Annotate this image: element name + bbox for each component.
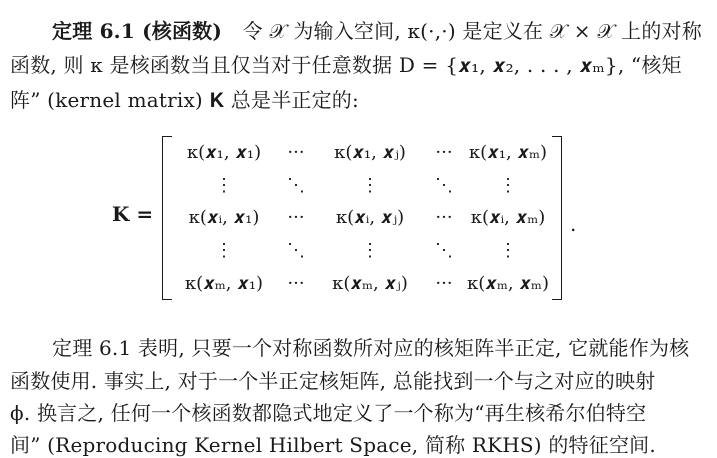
- matrix-grid: [172, 136, 552, 300]
- left-bracket: [162, 136, 172, 300]
- matrix-cell: κ(𝒙ₘ, 𝒙₁): [184, 273, 264, 295]
- matrix-cell: ⋱: [287, 240, 305, 262]
- paragraph-line-2: 函数使用. 事实上, 对于一个半正定核矩阵, 总能找到一个与之对应的映射: [10, 369, 656, 393]
- matrix-cell: ⋱: [435, 240, 453, 262]
- matrix-cell: κ(𝒙₁, 𝒙ₘ): [468, 141, 548, 163]
- matrix-cell: ⋮: [499, 174, 517, 196]
- theorem-line-2: 函数, 则 κ 是核函数当且仅当对于任意数据 D = {𝒙₁, 𝒙₂, . . . , 𝒙ₘ}, “核矩: [10, 53, 682, 77]
- matrix-cell: ⋮: [361, 240, 379, 262]
- matrix-cell: ⋮: [215, 240, 233, 262]
- paragraph-line-4: 间” (Reproducing Kernel Hilbert Space, 简称 RKHS) 的特征空间.: [10, 433, 656, 457]
- theorem-title: 定理 6.1 (核函数): [52, 19, 223, 43]
- theorem-line-3: 阵” (kernel matrix) 𝐊 总是半正定的:: [10, 88, 359, 112]
- matrix-cell: κ(𝒙₁, 𝒙ⱼ): [334, 141, 406, 163]
- paragraph-line-3: ϕ. 换言之, 任何一个核函数都隐式地定义了一个称为“再生核希尔伯特空: [10, 401, 647, 425]
- matrix-cell: κ(𝒙ₘ, 𝒙ₘ): [467, 273, 549, 295]
- kernel-matrix: [112, 136, 582, 304]
- matrix-cell: ⋮: [361, 174, 379, 196]
- theorem-text-1: 令 𝒳 为输入空间, κ(·,·) 是定义在 𝒳 × 𝒳 上的对称: [242, 19, 702, 43]
- matrix-period: .: [570, 212, 577, 236]
- matrix-cell: ···: [287, 141, 305, 163]
- matrix-cell: κ(𝒙ₘ, 𝒙ⱼ): [332, 273, 408, 295]
- matrix-cell: ···: [287, 273, 305, 295]
- theorem-line-1: [52, 19, 702, 43]
- matrix-cell: ⋱: [287, 174, 305, 196]
- matrix-cell: ···: [287, 207, 305, 229]
- matrix-cell: ⋮: [215, 174, 233, 196]
- matrix-cell: ⋮: [499, 240, 517, 262]
- right-bracket: [552, 136, 562, 300]
- matrix-cell: κ(𝒙ᵢ, 𝒙₁): [188, 207, 260, 229]
- matrix-label: 𝐊 =: [112, 202, 154, 226]
- matrix-cell: ⋱: [435, 174, 453, 196]
- matrix-cell: ···: [435, 273, 453, 295]
- matrix-cell: κ(𝒙₁, 𝒙₁): [186, 141, 262, 163]
- matrix-cell: κ(𝒙ᵢ, 𝒙ⱼ): [335, 207, 405, 229]
- paragraph-line-1: 定理 6.1 表明, 只要一个对称函数所对应的核矩阵半正定, 它就能作为核: [52, 336, 690, 360]
- matrix-cell: ···: [435, 207, 453, 229]
- matrix-cell: κ(𝒙ᵢ, 𝒙ₘ): [470, 207, 546, 229]
- matrix-cell: ···: [435, 141, 453, 163]
